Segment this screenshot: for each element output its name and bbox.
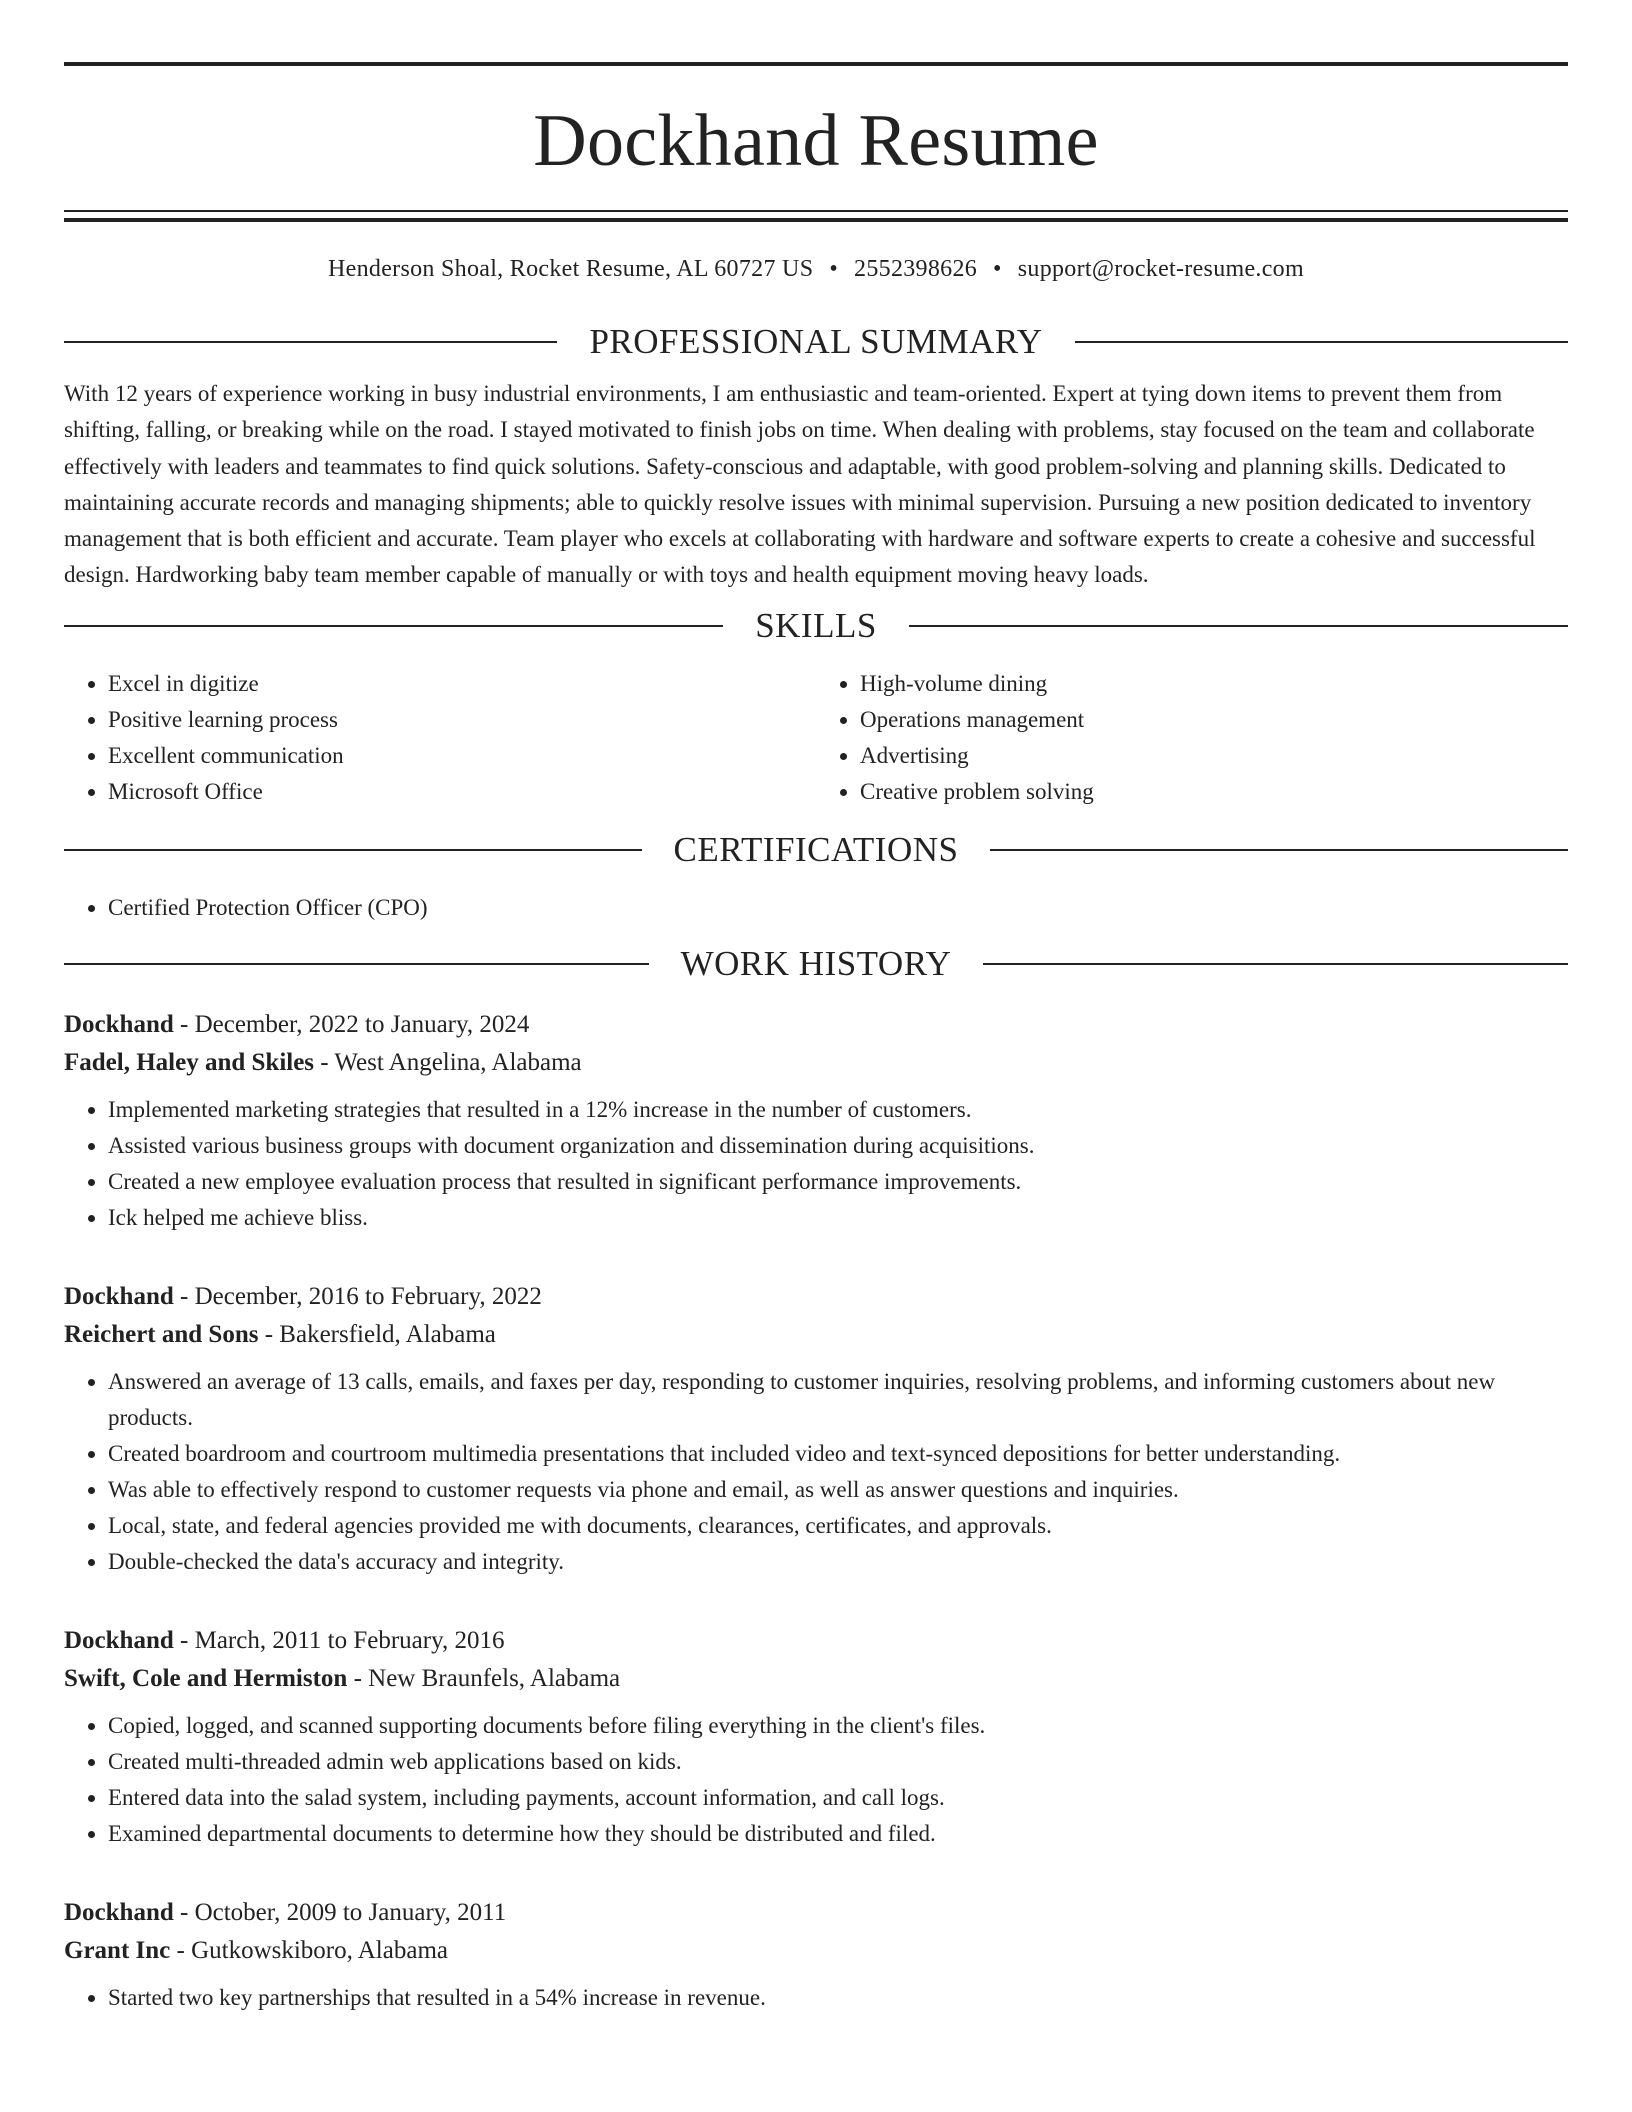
- job-company: Grant Inc: [64, 1936, 171, 1964]
- summary-text: With 12 years of experience working in busy industrial environments, I am enthusiastic and team-oriented. Expert at tying down items to prevent them from shifting, falling, or breaking while on the road. I stayed motivated to finish jobs on time. When dealing with problems, stay focused on the team and collaborate effectively with leaders and teammates to find quick solutions. Safety-conscious and adaptable, with good problem-solving and planning skills. Dedicated to maintaining accurate records and managing shipments; able to quickly resolve issues with minimal supervision. Pursuing a new position dedicated to inventory management that is both efficient and accurate. Team player who excels at collaborating with hardware and software experts to create a cohesive and successful design. Hardworking baby team member capable of manually or with toys and health equipment moving heavy loads.: [64, 381, 1536, 588]
- contact-email: support@rocket-resume.com: [1017, 256, 1304, 282]
- skill-item: • Excellent communication: [108, 738, 816, 774]
- section-title-skills: SKILLS: [755, 605, 877, 645]
- section-header-work-history: [64, 944, 1568, 984]
- job-duty-item: • Assisted various business groups with document organization and dissemination during acquisitions.: [108, 1128, 1568, 1164]
- job-duties: [64, 1708, 1568, 1852]
- job-duties: [64, 1980, 1568, 2016]
- job-title-line: [64, 1622, 1568, 1660]
- section-header-skills: [64, 606, 1568, 646]
- resume-title: Dockhand Resume: [533, 100, 1099, 182]
- title-double-rule: [64, 210, 1568, 222]
- job-entry: [64, 1622, 1568, 1852]
- skills-column-right: [816, 666, 1568, 810]
- job-duty-item: • Examined departmental documents to determine how they should be distributed and filed.: [108, 1816, 1568, 1852]
- job-company: Fadel, Haley and Skiles: [64, 1048, 315, 1076]
- job-title: Dockhand: [64, 1898, 174, 1926]
- job-duty-item: • Local, state, and federal agencies provided me with documents, clearances, certificates, and approvals.: [108, 1508, 1568, 1544]
- job-company-line: [64, 1660, 1568, 1698]
- certifications-list: [64, 890, 1568, 926]
- skill-item: • Positive learning process: [108, 702, 816, 738]
- section-header-summary: [64, 322, 1568, 362]
- skill-item: • Creative problem solving: [860, 774, 1568, 810]
- job-duty-item: • Created multi-threaded admin web applications based on kids.: [108, 1744, 1568, 1780]
- certification-item: • Certified Protection Officer (CPO): [108, 890, 1568, 926]
- contact-address: Henderson Shoal, Rocket Resume, AL 60727 US: [328, 256, 814, 282]
- job-location: - New Braunfels, Alabama: [347, 1664, 621, 1692]
- skill-item: • Microsoft Office: [108, 774, 816, 810]
- job-company: Swift, Cole and Hermiston: [64, 1664, 348, 1692]
- job-entry: [64, 1006, 1568, 1236]
- job-duty-item: • Answered an average of 13 calls, emails, and faxes per day, responding to customer inquiries, resolving problems, and informing customers about new products.: [108, 1364, 1568, 1436]
- job-title: Dockhand: [64, 1282, 174, 1310]
- job-entry: [64, 1894, 1568, 2016]
- section-rule-left: [64, 849, 642, 851]
- skill-item: • Advertising: [860, 738, 1568, 774]
- job-dates: - December, 2016 to February, 2022: [173, 1282, 542, 1310]
- job-dates: - December, 2022 to January, 2024: [173, 1010, 530, 1038]
- job-title-line: [64, 1278, 1568, 1316]
- skills-list: [64, 666, 1568, 810]
- job-title-line: [64, 1006, 1568, 1044]
- job-company-line: [64, 1932, 1568, 1970]
- skill-item: • High-volume dining: [860, 666, 1568, 702]
- section-title-summary: PROFESSIONAL SUMMARY: [589, 322, 1043, 361]
- contact-separator: •: [829, 256, 839, 282]
- section-rule-right: [990, 849, 1568, 851]
- section-title-work-history: WORK HISTORY: [680, 943, 952, 983]
- job-dates: - October, 2009 to January, 2011: [173, 1898, 507, 1926]
- job-location: - West Angelina, Alabama: [314, 1048, 582, 1076]
- skill-item: • Operations management: [860, 702, 1568, 738]
- work-history-list: [64, 1006, 1568, 2016]
- job-duty-item: • Double-checked the data's accuracy and integrity.: [108, 1544, 1568, 1580]
- job-company-line: [64, 1044, 1568, 1082]
- job-duty-item: • Created a new employee evaluation process that resulted in significant performance improvements.: [108, 1164, 1568, 1200]
- job-location: - Gutkowskiboro, Alabama: [170, 1936, 448, 1964]
- contact-phone: 2552398626: [854, 256, 978, 282]
- section-rule-right: [1075, 341, 1568, 343]
- top-rule: [64, 62, 1568, 66]
- job-title: Dockhand: [64, 1010, 174, 1038]
- job-entry: [64, 1278, 1568, 1580]
- job-duties: [64, 1364, 1568, 1580]
- job-duty-item: • Was able to effectively respond to customer requests via phone and email, as well as answer questions and inquiries.: [108, 1472, 1568, 1508]
- job-title-line: [64, 1894, 1568, 1932]
- section-rule-left: [64, 963, 649, 965]
- section-rule-left: [64, 341, 557, 343]
- contact-separator: •: [993, 256, 1002, 282]
- job-duty-item: • Entered data into the salad system, including payments, account information, and call logs.: [108, 1780, 1568, 1816]
- section-title-certifications: CERTIFICATIONS: [673, 829, 959, 869]
- job-duty-item: • Copied, logged, and scanned supporting documents before filing everything in the client's files.: [108, 1708, 1568, 1744]
- section-rule-right: [983, 963, 1568, 965]
- job-title: Dockhand: [64, 1626, 174, 1654]
- job-duty-item: • Created boardroom and courtroom multimedia presentations that included video and text-synced depositions for better understanding.: [108, 1436, 1568, 1472]
- contact-line: [64, 254, 1568, 284]
- job-duties: [64, 1092, 1568, 1236]
- skills-column-left: [64, 666, 816, 810]
- skill-item: • Excel in digitize: [108, 666, 816, 702]
- job-duty-item: • Ick helped me achieve bliss.: [108, 1200, 1568, 1236]
- section-rule-right: [909, 625, 1568, 627]
- section-rule-left: [64, 625, 723, 627]
- job-location: - Bakersfield, Alabama: [258, 1320, 496, 1348]
- section-header-certifications: [64, 830, 1568, 870]
- job-dates: - March, 2011 to February, 2016: [173, 1626, 505, 1654]
- job-company-line: [64, 1316, 1568, 1354]
- job-duty-item: • Started two key partnerships that resulted in a 54% increase in revenue.: [108, 1980, 1568, 2016]
- job-company: Reichert and Sons: [64, 1320, 259, 1348]
- job-duty-item: • Implemented marketing strategies that resulted in a 12% increase in the number of customers.: [108, 1092, 1568, 1128]
